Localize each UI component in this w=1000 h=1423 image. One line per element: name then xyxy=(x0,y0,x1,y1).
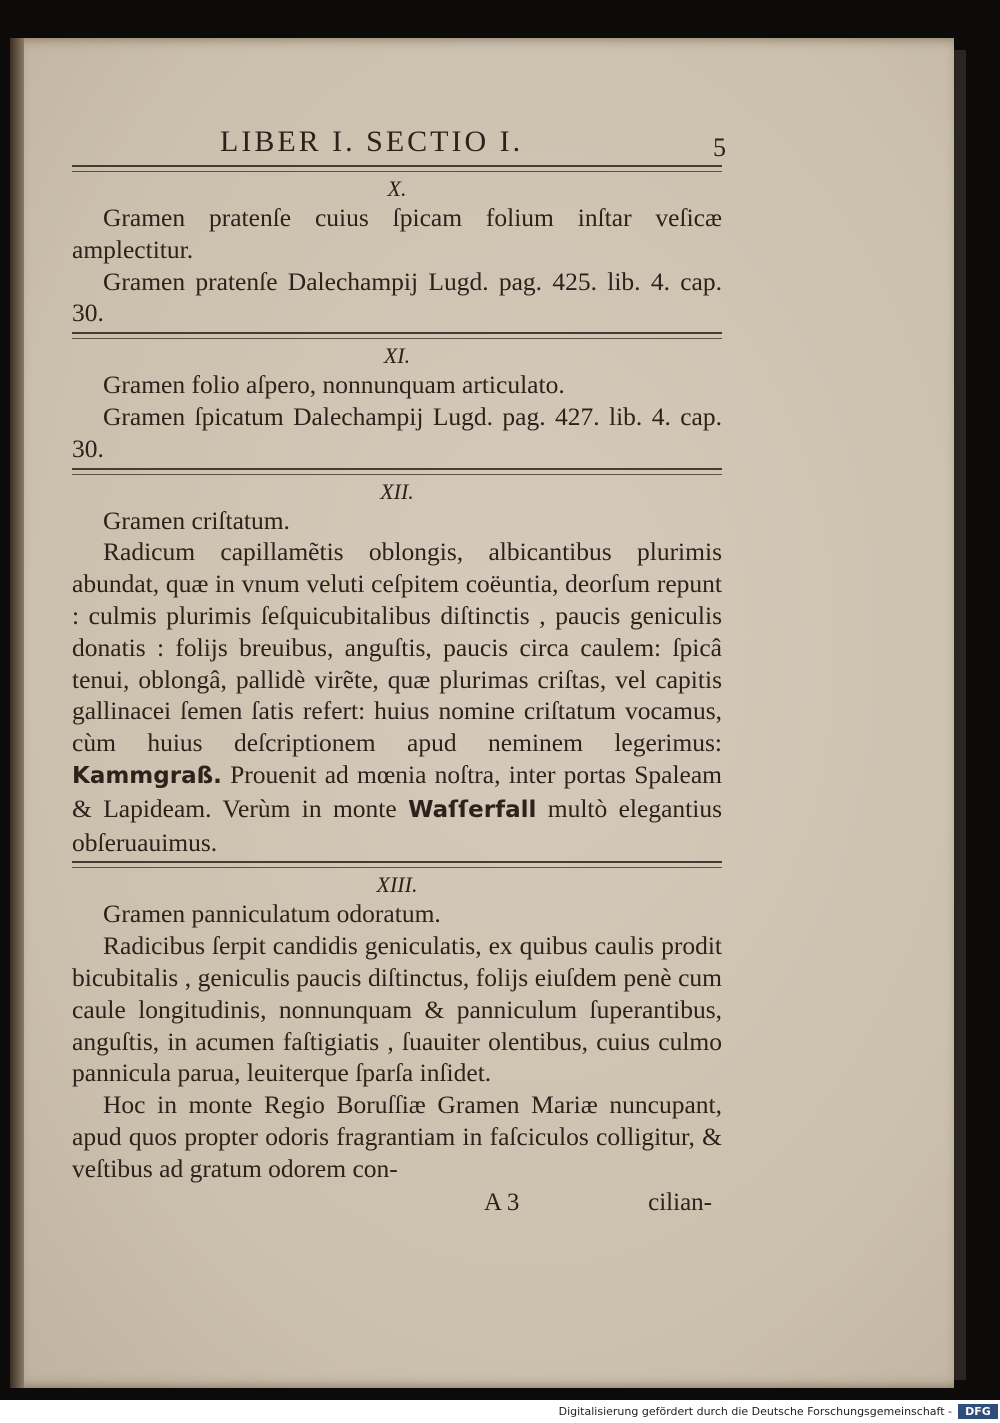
signature-mark: A 3 xyxy=(484,1188,520,1216)
section-rule xyxy=(72,861,722,868)
entry-number: XI. xyxy=(383,343,411,369)
description-text: Prouenit ad mœnia noſtra, inter portas Spaleam & Lapideam. Verùm in monte xyxy=(72,759,722,823)
page-footer xyxy=(72,1187,722,1223)
section-rule xyxy=(72,332,722,339)
credit-bar xyxy=(0,1401,1000,1423)
catchword: cilian- xyxy=(648,1188,712,1216)
entry-xiii xyxy=(72,872,722,1184)
entry-description: Hoc in monte Regio Boruſſiæ Gramen Mariæ nuncupant, apud quos propter odoris fragrantiam in faſciculos colligitur, & veſtibus ad gratum odorem con- xyxy=(72,1090,722,1183)
entry-title: Gramen criſtatum. xyxy=(103,505,290,535)
entry-description xyxy=(72,536,722,858)
dfg-logo: DFG xyxy=(958,1404,998,1419)
entry-reference: Gramen pratenſe Dalechampij Lugd. pag. 425. lib. 4. cap. 30. xyxy=(72,266,722,328)
credit-text: Digitalisierung gefördert durch die Deutsche Forschungsgemeinschaft - xyxy=(558,1405,952,1418)
entry-description: Radicibus ſerpit candidis geniculatis, ex quibus caulis prodit bicubitalis , geniculis paucis diſtinctus, folijs eiuſdem penè cum caule longitudinis, nonnunquam & panniculum ſuperantibus, anguſtis, in acumen faſtigiatis , ſuauiter olentibus, cuius culmo pannicula parua, leuiterque ſparſa inſidet. xyxy=(72,931,722,1088)
entry-number: XII. xyxy=(380,478,414,504)
gothic-term: Kammgraß. xyxy=(72,762,222,789)
description-text: multò elegantius obſeruauimus. xyxy=(72,793,722,857)
section-rule xyxy=(72,468,722,475)
page-edge xyxy=(954,50,966,1380)
entry-number: X. xyxy=(387,176,407,201)
text-block xyxy=(72,118,726,1223)
section-rule xyxy=(72,165,722,172)
entry-title: Gramen panniculatum odoratum. xyxy=(103,899,441,929)
entry-title: Gramen folio aſpero, nonnunquam articulato. xyxy=(103,370,565,400)
entry-xii xyxy=(72,479,722,859)
entry-title: Gramen pratenſe cuius ſpicam folium inſtar veſicæ amplectitur. xyxy=(72,203,722,264)
entry-number: XIII. xyxy=(376,872,418,898)
description-text: Radicum capillamẽtis oblongis, albicantibus plurimis abundat, quæ in vnum veluti ceſpitem coëuntia, deorſum repunt : culmis plurimis ſeſquicubitalibus diſtinctis , paucis geniculis donatis : folijs breuibus, anguſtis, paucis circa caulem: ſpicâ tenui, oblongâ, pallidè virẽte, quæ plurimas criſtas, vel capitis gallinacei ſemen ſatis refert: huius nomine criſtatum vocamus, cùm huius deſcriptionem apud neminem legerimus: xyxy=(72,537,722,758)
entry-xi xyxy=(72,343,722,464)
page-spine-shadow xyxy=(10,38,24,1388)
entry-x xyxy=(72,176,722,329)
page-header xyxy=(72,118,726,162)
entry-reference: Gramen ſpicatum Dalechampij Lugd. pag. 427. lib. 4. cap. 30. xyxy=(72,401,722,463)
running-head: LIBER I. SECTIO I. xyxy=(220,125,524,158)
page-number: 5 xyxy=(713,133,726,162)
gothic-term: Waſſerfall xyxy=(408,796,537,823)
